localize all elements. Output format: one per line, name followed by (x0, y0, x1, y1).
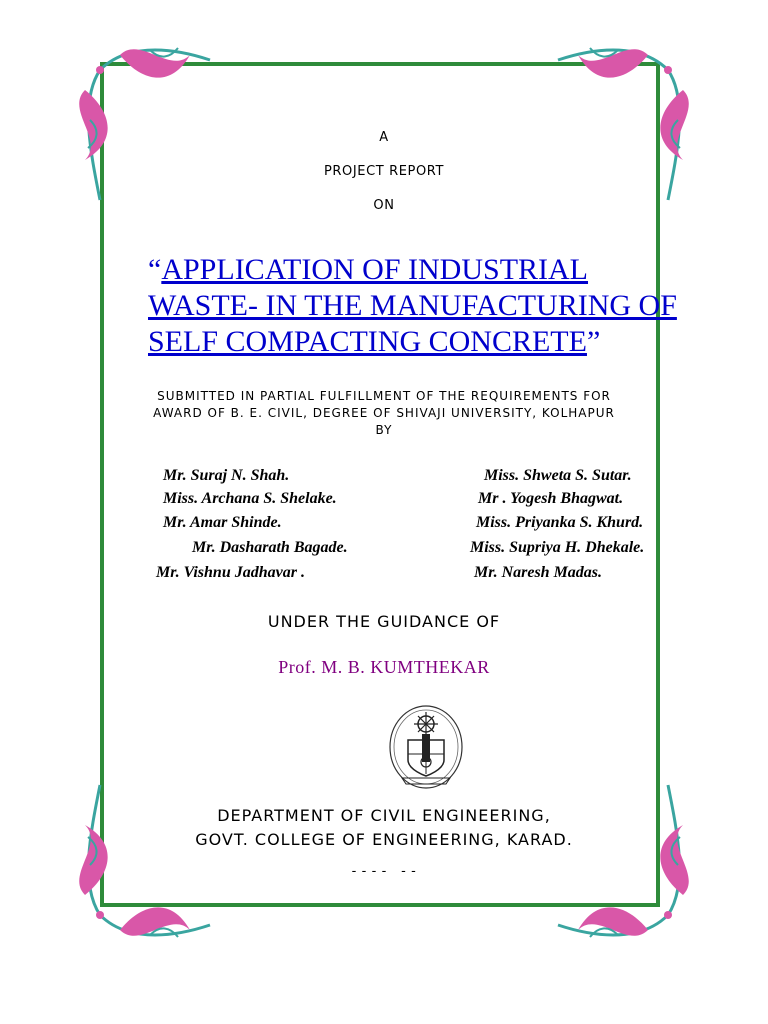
title-line-3-text: SELF COMPACTING CONCRETE (148, 325, 587, 358)
top-right-flourish (548, 30, 708, 210)
college-seal-icon (388, 704, 464, 790)
top-left-flourish (60, 30, 220, 210)
student-right-1: Miss. Shweta S. Sutar. (484, 467, 632, 484)
student-left-3: Mr. Amar Shinde. (163, 514, 282, 531)
title-line-2-text: WASTE- IN THE MANUFACTURING OF (148, 289, 677, 322)
department-line-2: GOVT. COLLEGE OF ENGINEERING, KARAD. (195, 830, 573, 849)
submission-by: BY (375, 423, 393, 437)
submission-line-2: AWARD OF B. E. CIVIL, DEGREE OF SHIVAJI UNIVERSITY, KOLHAPUR (153, 406, 615, 420)
student-left-1: Mr. Suraj N. Shah. (163, 467, 290, 484)
title-line-3 (148, 324, 677, 360)
guidance-label: UNDER THE GUIDANCE OF (267, 612, 501, 631)
title-line-2 (148, 288, 677, 324)
submission-line-1: SUBMITTED IN PARTIAL FULFILLMENT OF THE REQUIREMENTS FOR (157, 389, 611, 403)
student-right-4: Miss. Supriya H. Dhekale. (470, 539, 645, 556)
department-line-1: DEPARTMENT OF CIVIL ENGINEERING, (217, 806, 551, 825)
guide-name: Prof. M. B. KUMTHEKAR (278, 657, 490, 677)
intro-on: ON (373, 198, 395, 213)
student-right-2: Mr . Yogesh Bhagwat. (478, 490, 624, 507)
student-left-5: Mr. Vishnu Jadhavar . (156, 564, 305, 581)
student-left-4: Mr. Dasharath Bagade. (192, 539, 348, 556)
footer-dashes: - - - - - - (351, 864, 417, 879)
student-left-2: Miss. Archana S. Shelake. (163, 490, 337, 507)
student-right-5: Mr. Naresh Madas. (474, 564, 603, 581)
title-line-1-text: APPLICATION OF INDUSTRIAL (161, 253, 589, 286)
close-quote: ” (586, 325, 601, 358)
student-right-3: Miss. Priyanka S. Khurd. (476, 514, 644, 531)
intro-report: PROJECT REPORT (323, 164, 445, 179)
title-line-1 (148, 252, 677, 288)
open-quote: “ (148, 253, 162, 286)
intro-a: A (379, 130, 389, 145)
report-title (148, 252, 677, 360)
